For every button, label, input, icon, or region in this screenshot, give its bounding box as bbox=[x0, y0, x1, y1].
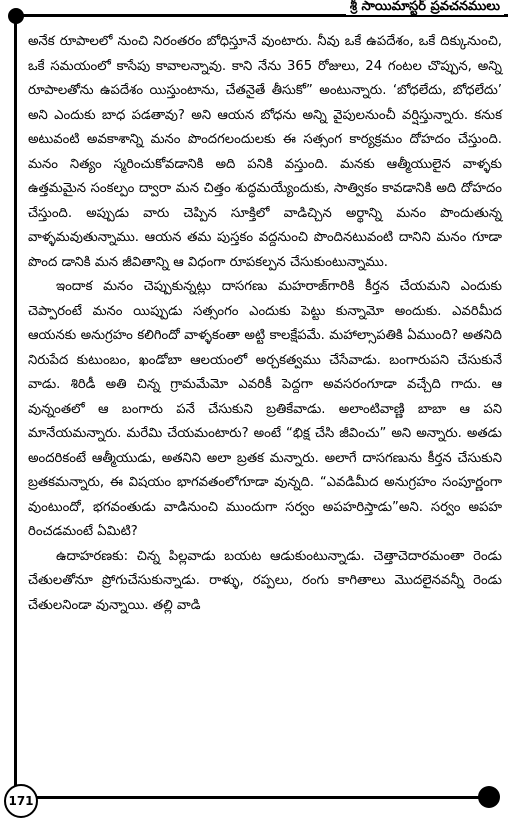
paragraph-3: ఉదాహరణకు: చిన్న పిల్లవాడు బయట ఆడుకుంటున్నాడు. చెత్తాచెదారమంతా రెండు చేతులతోనూ ప్రోగుచేసుకున్నాడు. రాళ్ళు, రప్పలు, రంగు కాగితాలు మొదలైనవన్నీ రెండు చేతులనిండా వున్నాయి. తల్లి వాడి bbox=[28, 548, 502, 613]
page-number: 171 bbox=[4, 784, 38, 818]
running-header: శ్రీ సాయిమాస్టర్ ప్రవచనములు bbox=[346, 0, 504, 15]
paragraph-1: అనేక రూపాలలో నుంచి నిరంతరం బోధిస్తూనే వుంటారు. నీవు ఒకే ఉపదేశం, ఒకే దిక్కునుంచి, ఒకే సమయంలో కాసేపు కావాలన్నావు. కాని నేను 365 రోజులు, 24 గంటల చొప్పున, అన్ని రూపాలతోను ఉపదేశం యిస్తుంటాను, చేతనైతే తీసుకో” అంటున్నారు. ‘బోధలేదు, బోధలేదు’ అని ఎందుకు బాధ పడతావు? అని ఆయన బోధను అన్ని వైపులనుంచీ వర్షిస్తున్నారు. కనుక అటువంటి అవకాశాన్ని మనం పొందగలందులకు ఈ సత్సంగ కార్యక్రమం దోహదం చేస్తుంది. మనం నిత్యం స్మరించుకోవడానికి అది పనికి వస్తుంది. మనకు ఆత్మీయులైన వాళ్ళకు ఉత్తమమైన సంకల్పం ద్వారా మన చిత్తం శుద్ధమయ్యేందుకు, సాత్వికం కావడానికి అది దోహదం చేస్తుంది. అప్పుడు వారు చెప్పిన సూక్తిలో వాడిచ్చిన అర్థాన్ని మనం పొందుతున్న వాళ్ళమవుతున్నాము. ఆయన తమ పుస్తకం వద్దనుంచి పొందినటువంటి దానిని మనం గూడా పొంద డానికి మన జీవితాన్ని ఆ విధంగా రూపకల్పన చేసుకుంటున్నాము. bbox=[28, 34, 502, 270]
left-border-rule bbox=[14, 14, 17, 799]
body-text bbox=[28, 30, 502, 618]
corner-dot-top-left bbox=[8, 8, 24, 24]
corner-dot-bottom-right bbox=[478, 786, 500, 808]
bottom-border-rule bbox=[14, 796, 488, 799]
paragraph-2: ఇందాక మనం చెప్పుకున్నట్లు దాసగణు మహరాజ్‌గారికి కీర్తన చేయమని ఎందుకు చెప్పారంటే మనం యిప్పుడు సత్సంగం ఎందుకు పెట్టు కున్నామో అందుకు. ఎవరిమీద ఆయనకు అనుగ్రహం కలిగిందో వాళ్ళకంతా అట్టి కాలక్షేపమే. మహాల్సాపతికి ఏముంది? అతనిది నిరుపేద కుటుంబం, ఖండోబా ఆలయంలో అర్చకత్వము చేసేవాడు. బంగారుపని చేసుకునే వాడు. శిరిడీ అతి చిన్న గ్రామమేమో ఎవరికీ పెద్దగా అవసరంగూడా వచ్చేది గాదు. ఆ వున్నంతలో ఆ బంగారు పనే చేసుకుని బ్రతికేవాడు. అలాంటివాణ్ణి బాబా ఆ పని మానేయమన్నారు. మరేమి చేయమంటారు? అంటే “భిక్ష చేసి జీవించు” అని అన్నారు. అతడు అందరికంటే ఆత్మీయుడు, అతనిని అలా బ్రతక మన్నారు. అలాగే దాసగణును కీర్తన చేసుకుని బ్రతకమన్నారు, ఈ విషయం భాగవతంలోగూడా వున్నది. “ఎవడిమీద అనుగ్రహం సంపూర్ణంగా వుంటుందో, భగవంతుడు వాడినుంచి ముందుగా సర్వం అపహరిస్తాడు”అని. సర్వం అపహ రించడమంటే ఏమిటి? bbox=[28, 279, 502, 539]
